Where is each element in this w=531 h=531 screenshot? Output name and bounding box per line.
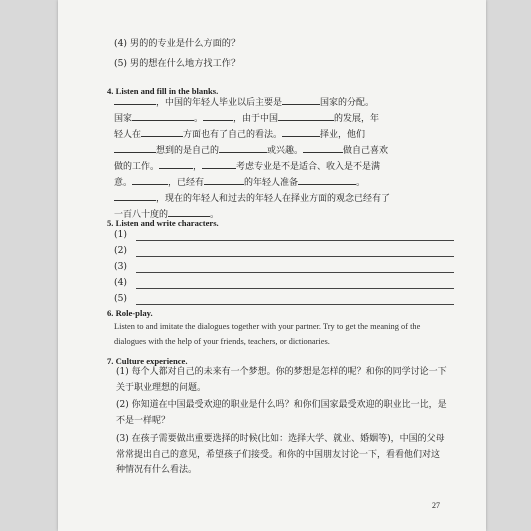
- blank[interactable]: [168, 207, 210, 217]
- blank[interactable]: [202, 159, 236, 169]
- blank[interactable]: [132, 175, 168, 185]
- para-line-1: [114, 95, 444, 111]
- text-fragment: 的发展，年: [334, 114, 380, 124]
- blank[interactable]: [278, 111, 334, 121]
- blank[interactable]: [204, 175, 244, 185]
- blank[interactable]: [132, 111, 194, 121]
- text-fragment: 轻人在: [114, 130, 142, 140]
- role-play-instructions: Listen to and imitate the dialogues together with your partner. Try to get the meaning of the dialogues with the help of your friends, teachers, or dictionaries.: [114, 322, 421, 346]
- section-4-heading: 4. Listen and fill in the blanks.: [107, 86, 219, 96]
- culture-item-2: (2) 你知道在中国最受欢迎的职业是什么吗？和你们国家最受欢迎的职业比一比，是不是一样呢？: [116, 400, 447, 426]
- text-fragment: ，现在的年轻人和过去的年轻人在择业方面的观念已经有了: [156, 194, 391, 204]
- fill-in-paragraph: [114, 95, 444, 223]
- para-line-6: [114, 175, 444, 191]
- text-fragment: 一百八十度的: [114, 210, 169, 220]
- section-6-heading: 6. Role-play.: [107, 308, 153, 318]
- page-number: 27: [432, 501, 440, 510]
- write-label-1: (1): [114, 229, 128, 240]
- write-line-5[interactable]: [136, 304, 454, 305]
- para-line-5: [114, 159, 444, 175]
- text-fragment: ，已经有: [168, 178, 205, 188]
- blank[interactable]: [141, 127, 183, 137]
- culture-item-3: (3) 在孩子需要做出重要选择的时候(比如：选择大学、就业、婚姻等)，中国的父母常常提出自己的意见，希望孩子们接受。和你的中国朋友讨论一下，看看他们对这种情况有什么看法。: [116, 434, 445, 475]
- write-label-2: (2): [114, 245, 128, 256]
- para-line-7: [114, 191, 444, 207]
- write-line-3[interactable]: [136, 272, 454, 273]
- question-5: (5) 男的想在什么地方找工作？: [114, 58, 241, 69]
- text-fragment: 的年轻人准备: [244, 178, 299, 188]
- text-fragment: ，由于中国: [233, 114, 279, 124]
- blank[interactable]: [114, 143, 156, 153]
- text-fragment: ，中国的年轻人毕业以后主要是: [156, 98, 283, 108]
- blank[interactable]: [114, 191, 156, 201]
- text-fragment: 。: [194, 114, 204, 124]
- section-5-heading: 5. Listen and write characters.: [107, 218, 219, 228]
- text-fragment: 做的工作。: [114, 162, 160, 172]
- write-line-2[interactable]: [136, 256, 454, 257]
- text-fragment: 方面也有了自己的看法。: [183, 130, 283, 140]
- blank[interactable]: [114, 95, 156, 105]
- blank[interactable]: [298, 175, 356, 185]
- write-label-4: (4): [114, 277, 128, 288]
- text-fragment: 。: [356, 178, 366, 188]
- write-label-3: (3): [114, 261, 128, 272]
- text-fragment: ，: [193, 162, 203, 172]
- culture-item-1: (1) 每个人都对自己的未来有一个梦想。你的梦想是怎样的呢？和你的同学讨论一下关于职业理想的问题。: [116, 367, 447, 393]
- blank[interactable]: [203, 111, 233, 121]
- text-fragment: 国家的分配。: [320, 98, 375, 108]
- text-fragment: 。: [210, 210, 220, 220]
- text-fragment: 或兴趣。: [267, 146, 304, 156]
- write-line-4[interactable]: [136, 288, 454, 289]
- blank[interactable]: [282, 127, 320, 137]
- section-7-heading: 7. Culture experience.: [107, 356, 188, 366]
- para-line-3: [114, 127, 444, 143]
- write-line-1[interactable]: [136, 240, 454, 241]
- text-fragment: 做自己喜欢: [343, 146, 389, 156]
- text-fragment: 想到的是自己的: [156, 146, 220, 156]
- para-line-4: [114, 143, 444, 159]
- blank[interactable]: [159, 159, 193, 169]
- write-label-5: (5): [114, 293, 128, 304]
- blank[interactable]: [303, 143, 343, 153]
- text-fragment: 国家: [114, 114, 133, 124]
- text-fragment: 考虑专业是不是适合、收入是不是满: [236, 162, 381, 172]
- para-line-2: [114, 111, 444, 127]
- workbook-page: [58, 0, 486, 531]
- text-fragment: 意。: [114, 178, 133, 188]
- blank[interactable]: [219, 143, 267, 153]
- blank[interactable]: [282, 95, 320, 105]
- question-4: (4) 男的的专业是什么方面的？: [114, 38, 241, 49]
- text-fragment: 择业，他们: [320, 130, 366, 140]
